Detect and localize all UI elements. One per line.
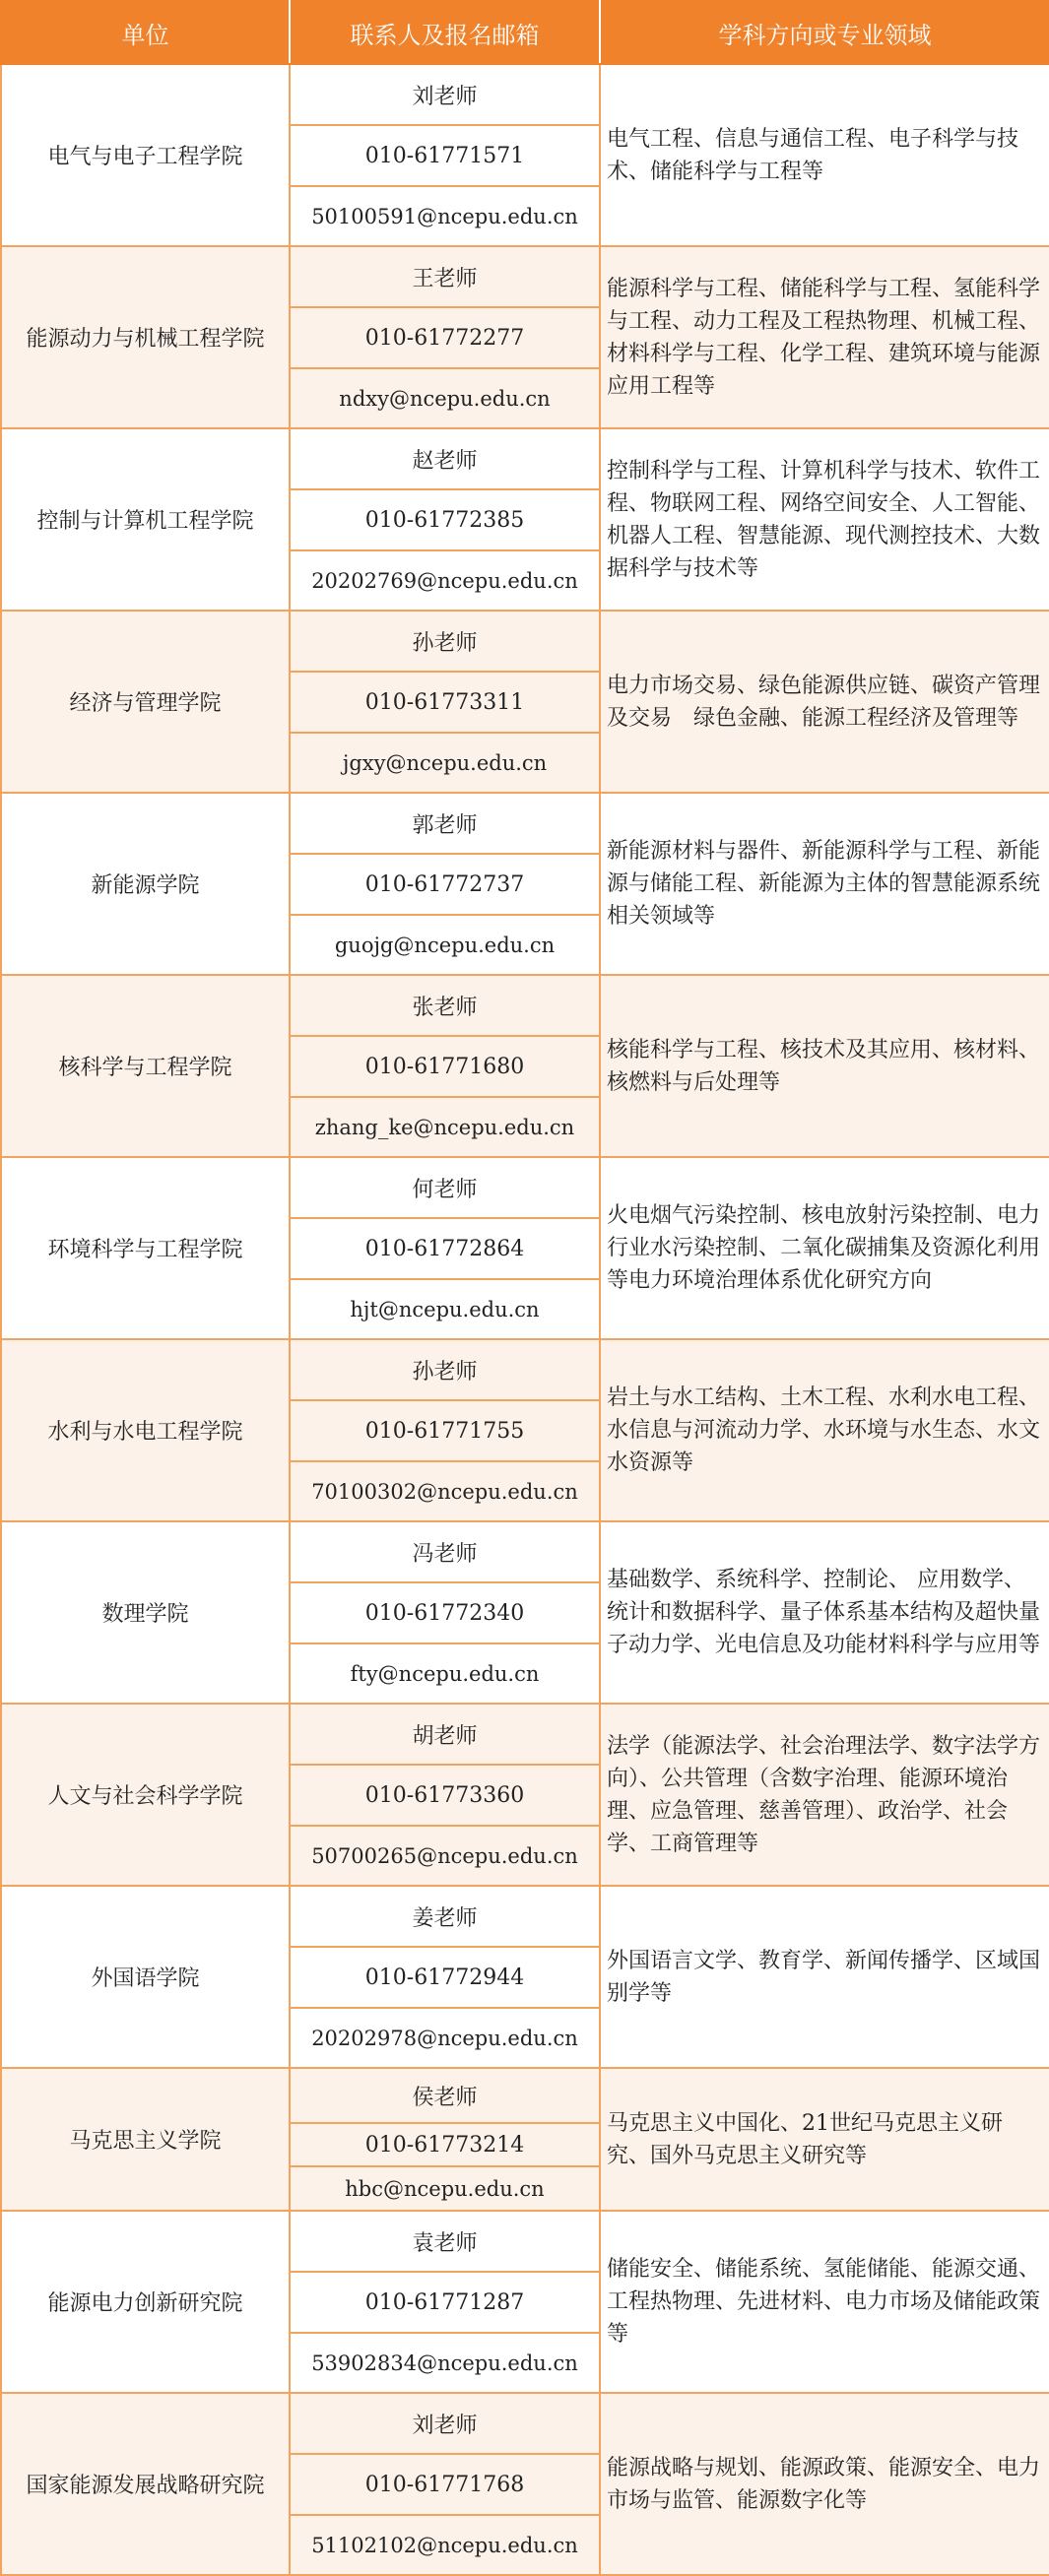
contact-name: 赵老师 xyxy=(290,428,600,489)
contact-name: 侯老师 xyxy=(290,2068,600,2123)
header-contact: 联系人及报名邮箱 xyxy=(290,1,600,64)
field-cell: 能源科学与工程、储能科学与工程、氢能科学与工程、动力工程及工程热物理、机械工程、材料科学与工程、化学工程、建筑环境与能源应用工程等 xyxy=(600,246,1049,428)
contact-name: 王老师 xyxy=(290,246,600,307)
table-row xyxy=(1,2068,1049,2123)
field-cell: 能源战略与规划、能源政策、能源安全、电力市场与监管、能源数字化等 xyxy=(600,2393,1049,2575)
table-row xyxy=(1,64,1049,125)
contact-email: 53902834@ncepu.edu.cn xyxy=(290,2333,600,2393)
field-cell: 马克思主义中国化、21世纪马克思主义研究、国外马克思主义研究等 xyxy=(600,2068,1049,2211)
header-field: 学科方向或专业领域 xyxy=(600,1,1049,64)
table-row xyxy=(1,246,1049,307)
contact-phone: 010-61773311 xyxy=(290,672,600,733)
table-row xyxy=(1,975,1049,1036)
contact-phone: 010-61772737 xyxy=(290,854,600,915)
field-cell: 火电烟气污染控制、核电放射污染控制、电力行业水污染控制、二氧化碳捕集及资源化利用等电力环境治理体系优化研究方向 xyxy=(600,1157,1049,1339)
contact-name: 刘老师 xyxy=(290,2393,600,2454)
unit-cell: 经济与管理学院 xyxy=(1,611,290,793)
contact-email: fty@ncepu.edu.cn xyxy=(290,1643,600,1704)
contact-email: 20202978@ncepu.edu.cn xyxy=(290,2008,600,2068)
field-cell: 控制科学与工程、计算机科学与技术、软件工程、物联网工程、网络空间安全、人工智能、机器人工程、智慧能源、现代测控技术、大数据科学与技术等 xyxy=(600,428,1049,611)
contact-email: 70100302@ncepu.edu.cn xyxy=(290,1461,600,1521)
field-cell: 外国语言文学、教育学、新闻传播学、区域国别学等 xyxy=(600,1886,1049,2068)
table-row xyxy=(1,2393,1049,2454)
contact-name: 刘老师 xyxy=(290,64,600,125)
contact-name: 姜老师 xyxy=(290,1886,600,1947)
unit-cell: 人文与社会科学学院 xyxy=(1,1704,290,1886)
table-row xyxy=(1,428,1049,489)
contact-name: 孙老师 xyxy=(290,611,600,672)
contact-email: jgxy@ncepu.edu.cn xyxy=(290,733,600,793)
unit-cell: 环境科学与工程学院 xyxy=(1,1157,290,1339)
contact-name: 孙老师 xyxy=(290,1339,600,1400)
contact-name: 郭老师 xyxy=(290,793,600,854)
table-row xyxy=(1,1886,1049,1947)
contact-phone: 010-61772944 xyxy=(290,1947,600,2008)
contact-email: hjt@ncepu.edu.cn xyxy=(290,1279,600,1339)
table-row xyxy=(1,1339,1049,1400)
contact-phone: 010-61771755 xyxy=(290,1400,600,1461)
unit-cell: 核科学与工程学院 xyxy=(1,975,290,1157)
field-cell: 新能源材料与器件、新能源科学与工程、新能源与储能工程、新能源为主体的智慧能源系统相关领域等 xyxy=(600,793,1049,975)
contact-phone: 010-61772864 xyxy=(290,1218,600,1279)
table-body xyxy=(1,64,1049,2575)
contact-name: 何老师 xyxy=(290,1157,600,1218)
table-row xyxy=(1,793,1049,854)
contact-phone: 010-61772340 xyxy=(290,1582,600,1643)
table-row xyxy=(1,1157,1049,1218)
contact-name: 张老师 xyxy=(290,975,600,1036)
table-row xyxy=(1,2211,1049,2272)
unit-cell: 能源动力与机械工程学院 xyxy=(1,246,290,428)
contact-phone: 010-61773360 xyxy=(290,1765,600,1826)
contact-email: 50700265@ncepu.edu.cn xyxy=(290,1826,600,1886)
unit-cell: 能源电力创新研究院 xyxy=(1,2211,290,2393)
contact-phone: 010-61772277 xyxy=(290,307,600,368)
unit-cell: 国家能源发展战略研究院 xyxy=(1,2393,290,2575)
contact-email: 50100591@ncepu.edu.cn xyxy=(290,186,600,246)
unit-cell: 马克思主义学院 xyxy=(1,2068,290,2211)
header-unit: 单位 xyxy=(1,1,290,64)
contact-email: ndxy@ncepu.edu.cn xyxy=(290,368,600,428)
contact-email: 51102102@ncepu.edu.cn xyxy=(290,2515,600,2575)
contact-phone: 010-61773214 xyxy=(290,2123,600,2166)
contact-email: zhang_ke@ncepu.edu.cn xyxy=(290,1097,600,1157)
table-row xyxy=(1,1704,1049,1765)
contact-phone: 010-61772385 xyxy=(290,489,600,550)
field-cell: 电气工程、信息与通信工程、电子科学与技术、储能科学与工程等 xyxy=(600,64,1049,246)
field-cell: 电力市场交易、绿色能源供应链、碳资产管理及交易 绿色金融、能源工程经济及管理等 xyxy=(600,611,1049,793)
table-row xyxy=(1,611,1049,672)
unit-cell: 控制与计算机工程学院 xyxy=(1,428,290,611)
contact-name: 袁老师 xyxy=(290,2211,600,2272)
contact-email: hbc@ncepu.edu.cn xyxy=(290,2166,600,2211)
table-header-row xyxy=(1,1,1049,64)
contact-email: guojg@ncepu.edu.cn xyxy=(290,915,600,975)
field-cell: 基础数学、系统科学、控制论、 应用数学、统计和数据科学、量子体系基本结构及超快量子动力学、光电信息及功能材料科学与应用等 xyxy=(600,1521,1049,1704)
contact-phone: 010-61771680 xyxy=(290,1036,600,1097)
contact-phone: 010-61771287 xyxy=(290,2272,600,2333)
contact-name: 冯老师 xyxy=(290,1521,600,1582)
unit-cell: 新能源学院 xyxy=(1,793,290,975)
field-cell: 岩土与水工结构、土木工程、水利水电工程、水信息与河流动力学、水环境与水生态、水文水资源等 xyxy=(600,1339,1049,1521)
contact-phone: 010-61771571 xyxy=(290,125,600,186)
unit-cell: 电气与电子工程学院 xyxy=(1,64,290,246)
contact-phone: 010-61771768 xyxy=(290,2454,600,2515)
table-row xyxy=(1,1521,1049,1582)
contact-email: 20202769@ncepu.edu.cn xyxy=(290,550,600,611)
field-cell: 核能科学与工程、核技术及其应用、核材料、核燃料与后处理等 xyxy=(600,975,1049,1157)
contact-name: 胡老师 xyxy=(290,1704,600,1765)
field-cell: 法学（能源法学、社会治理法学、数字法学方向）、公共管理（含数字治理、能源环境治理、应急管理、慈善管理）、政治学、社会学、工商管理等 xyxy=(600,1704,1049,1886)
unit-cell: 数理学院 xyxy=(1,1521,290,1704)
unit-cell: 外国语学院 xyxy=(1,1886,290,2068)
unit-cell: 水利与水电工程学院 xyxy=(1,1339,290,1521)
field-cell: 储能安全、储能系统、氢能储能、能源交通、工程热物理、先进材料、电力市场及储能政策等 xyxy=(600,2211,1049,2393)
